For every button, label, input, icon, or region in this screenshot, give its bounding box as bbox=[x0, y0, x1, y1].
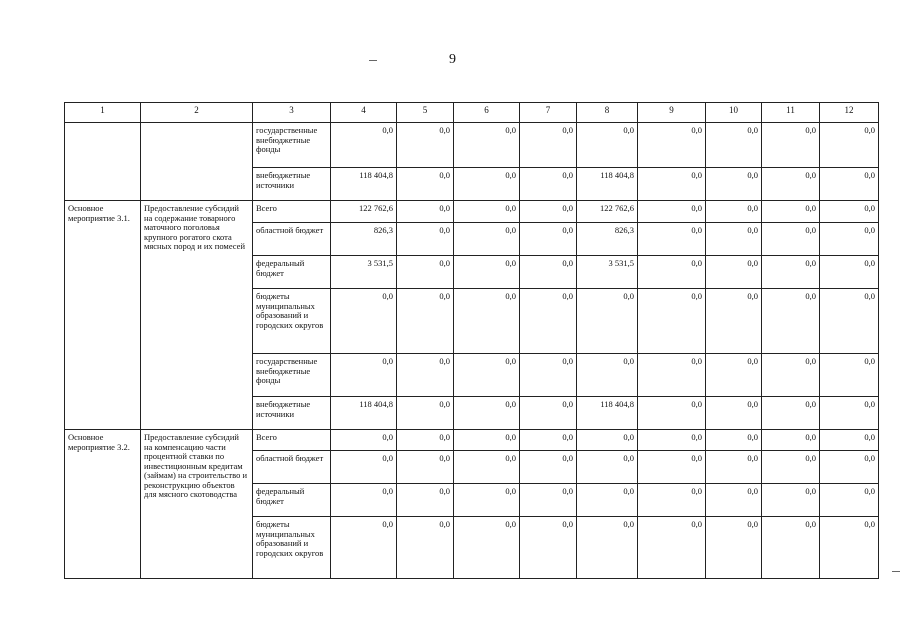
value-cell: 0,0 bbox=[762, 289, 820, 354]
value-cell: 0,0 bbox=[762, 517, 820, 579]
value-cell: 0,0 bbox=[454, 201, 520, 223]
value-cell: 0,0 bbox=[706, 256, 762, 289]
value-cell: 0,0 bbox=[520, 484, 577, 517]
funding-source: областной бюджет bbox=[253, 223, 331, 256]
value-cell: 0,0 bbox=[820, 201, 879, 223]
value-cell: 0,0 bbox=[820, 397, 879, 430]
value-cell: 0,0 bbox=[397, 168, 454, 201]
measure-name: Основное мероприятие 3.2. bbox=[65, 430, 141, 579]
value-cell: 0,0 bbox=[762, 123, 820, 168]
value-cell: 0,0 bbox=[638, 451, 706, 484]
value-cell: 0,0 bbox=[638, 256, 706, 289]
empty-cell bbox=[141, 123, 253, 201]
value-cell: 3 531,5 bbox=[331, 256, 397, 289]
value-cell: 0,0 bbox=[820, 123, 879, 168]
value-cell: 0,0 bbox=[820, 484, 879, 517]
page-number: 9 bbox=[449, 52, 456, 67]
value-cell: 0,0 bbox=[577, 484, 638, 517]
value-cell: 0,0 bbox=[577, 354, 638, 397]
value-cell: 0,0 bbox=[577, 451, 638, 484]
value-cell: 0,0 bbox=[577, 517, 638, 579]
value-cell: 0,0 bbox=[331, 123, 397, 168]
value-cell: 0,0 bbox=[820, 517, 879, 579]
value-cell: 0,0 bbox=[577, 289, 638, 354]
value-cell: 0,0 bbox=[706, 354, 762, 397]
column-header: 7 bbox=[520, 103, 577, 123]
funding-source: областной бюджет bbox=[253, 451, 331, 484]
value-cell: 0,0 bbox=[706, 430, 762, 451]
value-cell: 0,0 bbox=[454, 168, 520, 201]
value-cell: 0,0 bbox=[331, 354, 397, 397]
table-row bbox=[65, 201, 879, 223]
value-cell: 0,0 bbox=[520, 289, 577, 354]
measure-description: Предоставление субсидий на компенсацию части процентной ставки по инвестиционным кредитам (займам) на строительство и реконструкцию объектов для мясного скотоводства bbox=[141, 430, 253, 579]
value-cell: 0,0 bbox=[520, 397, 577, 430]
value-cell: 0,0 bbox=[762, 397, 820, 430]
value-cell: 0,0 bbox=[638, 354, 706, 397]
value-cell: 0,0 bbox=[454, 430, 520, 451]
funding-source: государственные внебюджетные фонды bbox=[253, 123, 331, 168]
value-cell: 0,0 bbox=[638, 484, 706, 517]
value-cell: 0,0 bbox=[706, 397, 762, 430]
value-cell: 0,0 bbox=[577, 123, 638, 168]
column-header: 1 bbox=[65, 103, 141, 123]
value-cell: 0,0 bbox=[331, 517, 397, 579]
value-cell: 0,0 bbox=[454, 354, 520, 397]
value-cell: 0,0 bbox=[762, 451, 820, 484]
value-cell: 0,0 bbox=[762, 168, 820, 201]
value-cell: 0,0 bbox=[638, 430, 706, 451]
value-cell: 118 404,8 bbox=[577, 168, 638, 201]
funding-source: бюджеты муниципальных образований и городских округов bbox=[253, 517, 331, 579]
value-cell: 0,0 bbox=[762, 430, 820, 451]
decorative-dash bbox=[369, 60, 377, 61]
value-cell: 0,0 bbox=[520, 354, 577, 397]
measure-description: Предоставление субсидий на содержание товарного маточного поголовья крупного рогатого скота мясных пород и их помесей bbox=[141, 201, 253, 430]
value-cell: 0,0 bbox=[331, 289, 397, 354]
column-header: 6 bbox=[454, 103, 520, 123]
value-cell: 3 531,5 bbox=[577, 256, 638, 289]
funding-source: внебюджетные источники bbox=[253, 397, 331, 430]
value-cell: 0,0 bbox=[520, 451, 577, 484]
value-cell: 0,0 bbox=[638, 168, 706, 201]
value-cell: 0,0 bbox=[454, 289, 520, 354]
value-cell: 0,0 bbox=[454, 517, 520, 579]
value-cell: 122 762,6 bbox=[331, 201, 397, 223]
value-cell: 0,0 bbox=[762, 223, 820, 256]
funding-source: бюджеты муниципальных образований и городских округов bbox=[253, 289, 331, 354]
value-cell: 118 404,8 bbox=[331, 397, 397, 430]
value-cell: 0,0 bbox=[820, 289, 879, 354]
table-row bbox=[65, 430, 879, 451]
value-cell: 0,0 bbox=[454, 256, 520, 289]
value-cell: 0,0 bbox=[762, 354, 820, 397]
value-cell: 0,0 bbox=[454, 397, 520, 430]
value-cell: 0,0 bbox=[520, 123, 577, 168]
value-cell: 0,0 bbox=[820, 430, 879, 451]
funding-source: федеральный бюджет bbox=[253, 484, 331, 517]
value-cell: 0,0 bbox=[397, 289, 454, 354]
value-cell: 0,0 bbox=[577, 430, 638, 451]
value-cell: 0,0 bbox=[397, 517, 454, 579]
value-cell: 0,0 bbox=[706, 451, 762, 484]
budget-table bbox=[64, 102, 879, 579]
value-cell: 0,0 bbox=[706, 289, 762, 354]
value-cell: 0,0 bbox=[454, 123, 520, 168]
value-cell: 826,3 bbox=[331, 223, 397, 256]
value-cell: 0,0 bbox=[820, 256, 879, 289]
header-row bbox=[65, 103, 879, 123]
value-cell: 0,0 bbox=[331, 484, 397, 517]
column-header: 9 bbox=[638, 103, 706, 123]
value-cell: 0,0 bbox=[638, 517, 706, 579]
value-cell: 0,0 bbox=[820, 354, 879, 397]
value-cell: 0,0 bbox=[520, 168, 577, 201]
value-cell: 0,0 bbox=[638, 201, 706, 223]
empty-cell bbox=[65, 123, 141, 201]
funding-source: Всего bbox=[253, 201, 331, 223]
table-row bbox=[65, 123, 879, 168]
value-cell: 0,0 bbox=[397, 223, 454, 256]
value-cell: 0,0 bbox=[520, 430, 577, 451]
column-header: 10 bbox=[706, 103, 762, 123]
value-cell: 0,0 bbox=[820, 223, 879, 256]
value-cell: 0,0 bbox=[706, 123, 762, 168]
value-cell: 0,0 bbox=[397, 451, 454, 484]
value-cell: 0,0 bbox=[397, 256, 454, 289]
value-cell: 0,0 bbox=[638, 123, 706, 168]
value-cell: 0,0 bbox=[638, 397, 706, 430]
value-cell: 0,0 bbox=[454, 451, 520, 484]
value-cell: 0,0 bbox=[520, 517, 577, 579]
value-cell: 0,0 bbox=[706, 201, 762, 223]
value-cell: 0,0 bbox=[520, 223, 577, 256]
value-cell: 118 404,8 bbox=[577, 397, 638, 430]
value-cell: 0,0 bbox=[331, 451, 397, 484]
value-cell: 0,0 bbox=[762, 201, 820, 223]
measure-name: Основное мероприятие 3.1. bbox=[65, 201, 141, 430]
value-cell: 0,0 bbox=[397, 430, 454, 451]
column-header: 8 bbox=[577, 103, 638, 123]
value-cell: 0,0 bbox=[397, 397, 454, 430]
value-cell: 0,0 bbox=[397, 484, 454, 517]
value-cell: 0,0 bbox=[706, 517, 762, 579]
value-cell: 0,0 bbox=[820, 168, 879, 201]
column-header: 12 bbox=[820, 103, 879, 123]
decorative-dash bbox=[892, 571, 900, 572]
value-cell: 0,0 bbox=[454, 484, 520, 517]
column-header: 4 bbox=[331, 103, 397, 123]
value-cell: 0,0 bbox=[397, 201, 454, 223]
funding-source: федеральный бюджет bbox=[253, 256, 331, 289]
value-cell: 0,0 bbox=[762, 256, 820, 289]
value-cell: 0,0 bbox=[520, 256, 577, 289]
value-cell: 0,0 bbox=[820, 451, 879, 484]
funding-source: государственные внебюджетные фонды bbox=[253, 354, 331, 397]
value-cell: 826,3 bbox=[577, 223, 638, 256]
column-header: 2 bbox=[141, 103, 253, 123]
value-cell: 0,0 bbox=[706, 223, 762, 256]
value-cell: 0,0 bbox=[520, 201, 577, 223]
value-cell: 0,0 bbox=[638, 289, 706, 354]
value-cell: 0,0 bbox=[397, 123, 454, 168]
value-cell: 118 404,8 bbox=[331, 168, 397, 201]
column-header: 5 bbox=[397, 103, 454, 123]
value-cell: 0,0 bbox=[397, 354, 454, 397]
column-header: 11 bbox=[762, 103, 820, 123]
value-cell: 0,0 bbox=[638, 223, 706, 256]
funding-source: внебюджетные источники bbox=[253, 168, 331, 201]
value-cell: 0,0 bbox=[762, 484, 820, 517]
column-header: 3 bbox=[253, 103, 331, 123]
value-cell: 0,0 bbox=[331, 430, 397, 451]
value-cell: 122 762,6 bbox=[577, 201, 638, 223]
value-cell: 0,0 bbox=[454, 223, 520, 256]
funding-source: Всего bbox=[253, 430, 331, 451]
value-cell: 0,0 bbox=[706, 484, 762, 517]
value-cell: 0,0 bbox=[706, 168, 762, 201]
